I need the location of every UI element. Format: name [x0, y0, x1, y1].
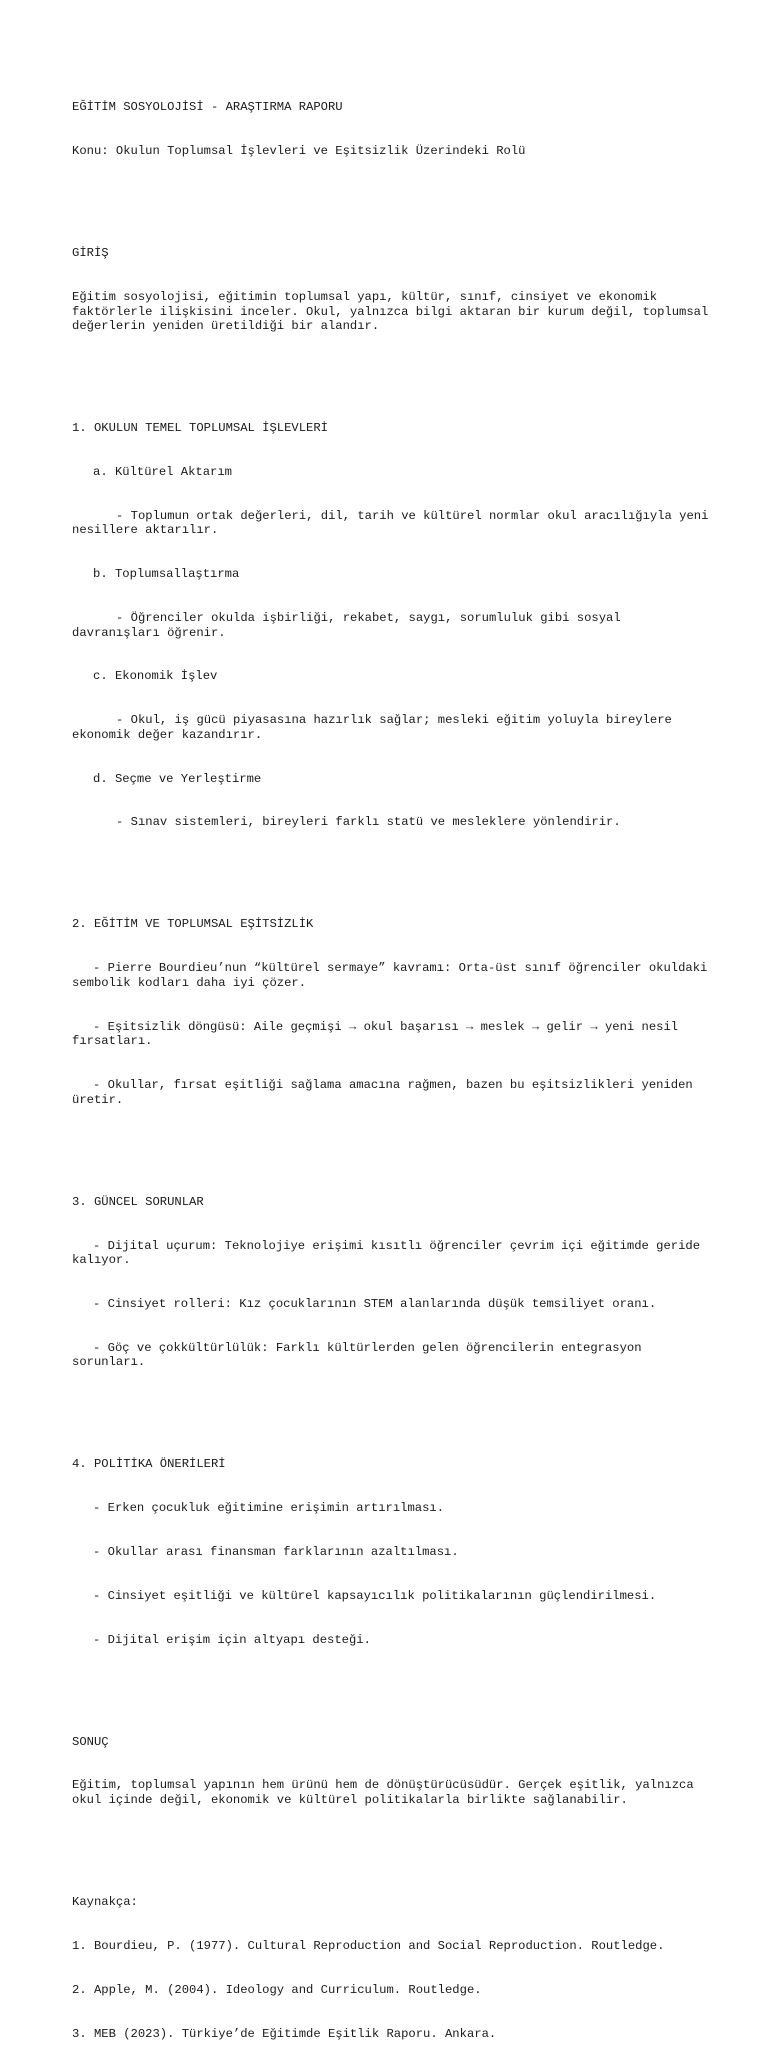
intro-heading: GİRİŞ — [72, 246, 109, 261]
references-heading: Kaynakça: — [72, 1895, 138, 1910]
section1-item-desc — [72, 815, 712, 830]
reference-item: 1. Bourdieu, P. (1977). Cultural Reproduction and Social Reproduction. Routledge. — [72, 1939, 665, 1953]
intro-text: Eğitim sosyolojisi, eğitimin toplumsal yapı, kültür, sınıf, cinsiyet ve ekonomik faktörlerle ilişkisini inceler. Okul, yalnızca bilgi aktaran bir kurum değil, toplumsal değerlerin yeniden üretildiği bir alandır. — [72, 289, 716, 334]
spacer — [72, 363, 712, 378]
section3-bullet — [72, 1239, 712, 1268]
section1-item-desc — [72, 508, 716, 538]
section2-heading: 2. EĞİTİM VE TOPLUMSAL EŞİTSİZLİK — [72, 917, 314, 932]
document-subject: Konu: Okulun Toplumsal İşlevleri ve Eşitsizlik Üzerindeki Rolü — [72, 143, 526, 158]
section3-heading: 3. GÜNCEL SORUNLAR — [72, 1194, 204, 1209]
spacer — [72, 1136, 712, 1151]
section2-bullet-text: - Okullar, fırsat eşitliği sağlama amacına rağmen, bazen bu eşitsizlikleri yeniden üretir. — [72, 1077, 701, 1107]
conclusion-heading: SONUÇ — [72, 1734, 109, 1749]
section4-bullet: - Dijital erişim için altyapı desteği. — [93, 1632, 371, 1647]
conclusion-text: Eğitim, toplumsal yapının hem ürünü hem de dönüştürücüsüdür. Gerçek eşitlik, yalnızca okul içinde değil, ekonomik ve kültürel politikalarla birlikte sağlanabilir. — [72, 1778, 701, 1808]
spacer — [72, 859, 712, 874]
document-title: EĞİTİM SOSYOLOJİSİ - ARAŞTIRMA RAPORU — [72, 100, 343, 115]
section3-bullet-text: - Cinsiyet rolleri: Kız çocuklarının STEM alanlarında düşük temsiliyet oranı. — [93, 1296, 657, 1311]
spacer — [72, 1399, 712, 1414]
section3-bullet-text: - Dijital uçurum: Teknolojiye erişimi kısıtlı öğrenciler çevrim içi eğitimde geride kalıyor. — [72, 1238, 708, 1268]
section1-item-desc — [72, 611, 712, 640]
section4-bullet: - Cinsiyet eşitliği ve kültürel kapsayıcılık politikalarının güçlendirilmesi. — [93, 1588, 657, 1603]
section3-bullet — [72, 1297, 712, 1312]
section3-bullet-text: - Göç ve çokkültürlülük: Farklı kültürlerden gelen öğrencilerin entegrasyon sorunları. — [72, 1340, 649, 1370]
section1-item-desc-text: - Sınav sistemleri, bireyleri farklı statü ve mesleklere yönlendirir. — [116, 815, 621, 830]
section4-bullet: - Okullar arası finansman farklarının azaltılması. — [93, 1544, 459, 1559]
section1-item-desc-text: - Öğrenciler okulda işbirliği, rekabet, saygı, sorumluluk gibi sosyal davranışları öğrenir. — [72, 610, 628, 640]
reference-item: 2. Apple, M. (2004). Ideology and Curriculum. Routledge. — [72, 1982, 482, 1997]
section4-heading: 4. POLİTİKA ÖNERİLERİ — [72, 1457, 226, 1472]
section2-bullet-text: - Eşitsizlik döngüsü: Aile geçmişi → okul başarısı → meslek → gelir → yeni nesil fırsatları. — [72, 1019, 686, 1049]
section1-item-desc-text: - Toplumun ortak değerleri, dil, tarih ve kültürel normlar okul aracılığıyla yeni nesillere aktarılır. — [72, 508, 716, 538]
section3-bullet — [72, 1341, 712, 1370]
section2-bullet-text: - Pierre Bourdieu’nun “kültürel sermaye” kavramı: Orta-üst sınıf öğrenciler okuldaki sembolik kodları daha iyi çözer. — [72, 961, 715, 990]
spacer — [72, 1837, 712, 1852]
section2-bullet — [72, 961, 715, 990]
section1-item-label: d. Seçme ve Yerleştirme — [93, 771, 262, 786]
section1-item-label: c. Ekonomik İşlev — [93, 669, 218, 684]
section1-item-label: b. Toplumsallaştırma — [93, 567, 240, 582]
section1-heading: 1. OKULUN TEMEL TOPLUMSAL İŞLEVLERİ — [72, 421, 328, 436]
reference-item: 3. MEB (2023). Türkiye’de Eğitimde Eşitlik Raporu. Ankara. — [72, 2026, 497, 2041]
section1-item-desc — [72, 713, 712, 742]
section4-bullet: - Erken çocukluk eğitimine erişimin artırılması. — [93, 1501, 445, 1516]
spacer — [72, 1676, 712, 1691]
spacer — [72, 188, 712, 203]
section1-item-label: a. Kültürel Aktarım — [93, 465, 232, 480]
document-page — [72, 71, 716, 2048]
section1-item-desc-text: - Okul, iş gücü piyasasına hazırlık sağlar; mesleki eğitim yoluyla bireylere ekonomik değer kazandırır. — [72, 713, 680, 742]
section2-bullet — [72, 1078, 712, 1107]
